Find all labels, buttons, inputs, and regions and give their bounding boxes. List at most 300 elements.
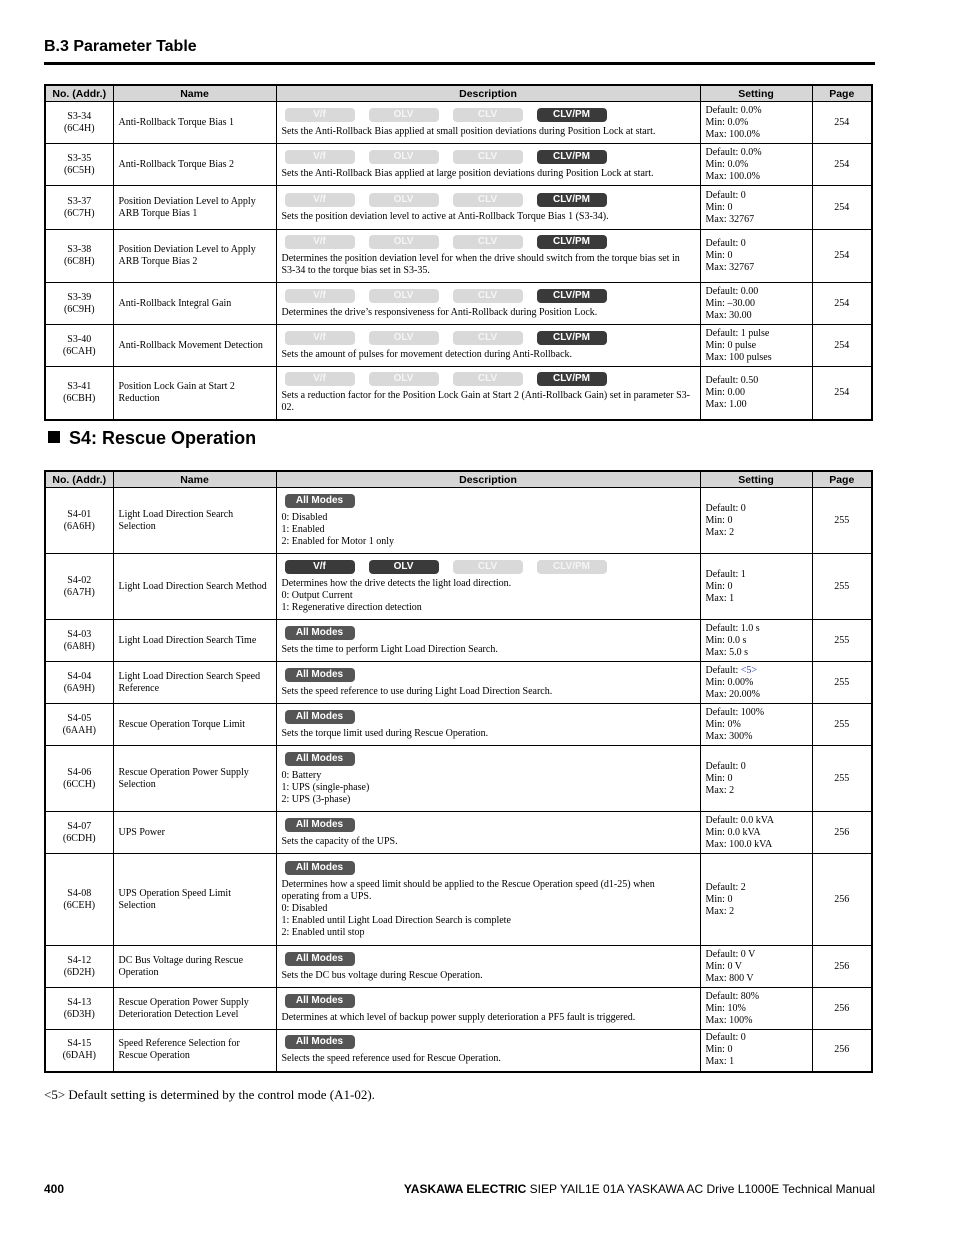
- param-setting-cell: [700, 488, 812, 554]
- setting-text: Min: 0: [705, 1044, 733, 1056]
- setting-line: [706, 310, 807, 322]
- description-line: Sets the time to perform Light Load Direction Search.: [281, 643, 498, 655]
- control-mode-badges: [282, 193, 695, 208]
- setting-line: [706, 689, 807, 701]
- param-number: S4-01: [67, 508, 92, 520]
- param-number-cell: [45, 746, 113, 812]
- setting-line: [706, 569, 807, 581]
- param-description-cell: [276, 554, 700, 620]
- all-modes-badge: All Modes: [285, 710, 355, 724]
- description-line: 0: Disabled: [281, 902, 328, 914]
- param-setting-cell: [700, 102, 812, 144]
- page-ref: 254: [812, 367, 872, 420]
- param-setting-cell: [700, 325, 812, 367]
- square-bullet-icon: [48, 431, 60, 443]
- param-address: (6A6H): [63, 520, 95, 532]
- description-line: Sets the speed reference to use during Light Load Direction Search.: [281, 685, 553, 697]
- col-header-description: Description: [276, 85, 700, 102]
- mode-badge-v-f: V/f: [285, 372, 355, 386]
- description-line: 2: UPS (3-phase): [281, 793, 351, 805]
- mode-badge-clv: CLV: [453, 560, 523, 574]
- footer-brand: YASKAWA ELECTRIC: [403, 1182, 527, 1196]
- setting-text: Max: 32767: [705, 213, 755, 225]
- param-number: S4-15: [67, 1038, 92, 1050]
- description-line: Selects the speed reference used for Rescue Operation.: [281, 1053, 501, 1065]
- param-description-cell: [276, 367, 700, 420]
- setting-text: Min: 0 V: [705, 960, 742, 972]
- setting-text: Max: 1: [705, 1056, 735, 1068]
- description-line: 2: Enabled until stop: [281, 926, 365, 938]
- setting-line: [706, 906, 807, 918]
- table-row: [45, 230, 872, 283]
- setting-text: Default: 80%: [705, 990, 760, 1002]
- setting-line: [706, 202, 807, 214]
- setting-text: Min: 0: [705, 893, 733, 905]
- param-number: S4-08: [67, 887, 92, 899]
- setting-line: [706, 665, 807, 677]
- param-address: (6CAH): [62, 345, 96, 357]
- setting-text: Max: 2: [705, 905, 735, 917]
- param-address: (6CBH): [63, 392, 96, 404]
- mode-badge-v-f: V/f: [285, 193, 355, 207]
- param-number: S3-35: [67, 152, 92, 164]
- setting-line: [706, 647, 807, 659]
- mode-badge-v-f: V/f: [285, 289, 355, 303]
- setting-line: [706, 635, 807, 647]
- setting-line: [706, 731, 807, 743]
- param-description-cell: [276, 325, 700, 367]
- setting-line: [706, 105, 807, 117]
- param-address: (6C5H): [63, 164, 95, 176]
- description-line: Sets the capacity of the UPS.: [281, 835, 398, 847]
- control-mode-badges: [282, 108, 695, 123]
- param-address: (6AAH): [62, 724, 96, 736]
- param-description-cell: [276, 812, 700, 854]
- setting-line: [706, 298, 807, 310]
- param-number: S4-12: [67, 954, 92, 966]
- setting-line: [706, 707, 807, 719]
- setting-line: [706, 961, 807, 973]
- mode-badge-clv-pm: CLV/PM: [537, 560, 607, 574]
- setting-line: [706, 839, 807, 851]
- param-address: (6CEH): [63, 899, 96, 911]
- table-header-row: [45, 471, 872, 488]
- page-ref: 254: [812, 144, 872, 186]
- col-header-setting: Setting: [700, 85, 812, 102]
- footer-manual-title: [404, 1182, 875, 1196]
- description-line: Sets the Anti-Rollback Bias applied at small position deviations during Position Lock at start.: [281, 125, 656, 137]
- setting-text: Default: 0: [705, 189, 746, 201]
- param-name: Speed Reference Selection for Rescue Operation: [113, 1030, 276, 1072]
- param-setting-cell: [700, 704, 812, 746]
- param-name: Anti-Rollback Torque Bias 2: [113, 144, 276, 186]
- setting-line: [706, 159, 807, 171]
- setting-text: Default: 0: [705, 1032, 746, 1044]
- section-title: B.3 Parameter Table: [44, 38, 197, 55]
- setting-line: [706, 1044, 807, 1056]
- param-number-cell: [45, 812, 113, 854]
- param-number: S4-13: [67, 996, 92, 1008]
- setting-text: Max: 5.0 s: [705, 646, 748, 658]
- setting-text: Max: 100 pulses: [705, 351, 772, 363]
- page-ref: 254: [812, 230, 872, 283]
- all-modes-badge: All Modes: [285, 668, 355, 682]
- control-mode-badges: [282, 331, 695, 346]
- param-number-cell: [45, 488, 113, 554]
- param-description-cell: [276, 283, 700, 325]
- param-description-cell: [276, 620, 700, 662]
- param-setting-cell: [700, 746, 812, 812]
- control-mode-badges: [282, 626, 695, 641]
- param-description-cell: [276, 144, 700, 186]
- param-setting-cell: [700, 367, 812, 420]
- setting-line: [706, 527, 807, 539]
- param-setting-cell: [700, 854, 812, 946]
- control-mode-badges: [282, 1035, 695, 1050]
- param-description-cell: [276, 1030, 700, 1072]
- mode-badge-clv-pm: CLV/PM: [537, 108, 607, 122]
- table-row: [45, 367, 872, 420]
- param-name: Rescue Operation Power Supply Selection: [113, 746, 276, 812]
- setting-text: Min: 10%: [705, 1002, 746, 1014]
- setting-text: Min: 0.0 kVA: [705, 826, 761, 838]
- mode-badge-clv: CLV: [453, 108, 523, 122]
- setting-line: [706, 147, 807, 159]
- setting-text: Default: 0.0%: [705, 104, 762, 116]
- col-header-page: Page: [812, 471, 872, 488]
- setting-text: Min: 0.00: [705, 386, 745, 398]
- param-address: (6C7H): [63, 207, 95, 219]
- param-address: (6A7H): [63, 586, 95, 598]
- table-row: [45, 662, 872, 704]
- description-line: Determines the position deviation level for when the drive should switch from the torque bias set in S3-34 to the torque bias set in S3-35.: [281, 253, 680, 276]
- table-row: [45, 325, 872, 367]
- param-name: Light Load Direction Search Time: [113, 620, 276, 662]
- setting-text: Max: 2: [705, 784, 735, 796]
- mode-badge-v-f: V/f: [285, 560, 355, 574]
- footnote: <5> Default setting is determined by the control mode (A1-02).: [44, 1087, 375, 1102]
- setting-line: [706, 214, 807, 226]
- table-row: [45, 854, 872, 946]
- all-modes-badge: All Modes: [285, 861, 355, 875]
- setting-line: [706, 250, 807, 262]
- setting-text: Min: 0: [705, 580, 733, 592]
- all-modes-badge: All Modes: [285, 952, 355, 966]
- param-number-cell: [45, 946, 113, 988]
- control-mode-badges: [282, 289, 695, 304]
- param-address: (6CCH): [63, 778, 96, 790]
- param-description-cell: [276, 230, 700, 283]
- param-number-cell: [45, 620, 113, 662]
- param-name: Rescue Operation Torque Limit: [113, 704, 276, 746]
- description-line: Sets the position deviation level to active at Anti-Rollback Torque Bias 1 (S3-34).: [281, 210, 609, 222]
- param-name: UPS Power: [113, 812, 276, 854]
- param-setting-cell: [700, 812, 812, 854]
- param-name: Anti-Rollback Movement Detection: [113, 325, 276, 367]
- mode-badge-olv: OLV: [369, 193, 439, 207]
- parameter-table-s3: [44, 84, 873, 421]
- setting-text: Default: 0: [705, 238, 746, 249]
- page-ref: 254: [812, 102, 872, 144]
- setting-text: Min: 0: [705, 250, 733, 261]
- setting-text: Max: 800 V: [705, 972, 754, 984]
- setting-text: Min: –30.00: [705, 297, 755, 309]
- s4-heading-text: S4: Rescue Operation: [69, 428, 257, 448]
- setting-line: [706, 581, 807, 593]
- setting-line: [706, 117, 807, 129]
- param-description-cell: [276, 186, 700, 230]
- setting-line: [706, 882, 807, 894]
- param-setting-cell: [700, 620, 812, 662]
- setting-line: [706, 1003, 807, 1015]
- control-mode-badges: [282, 952, 695, 967]
- control-mode-badges: [282, 752, 695, 767]
- setting-line: [706, 399, 807, 411]
- control-mode-badges: [282, 861, 695, 876]
- description-line: Sets the DC bus voltage during Rescue Operation.: [281, 969, 483, 981]
- section-header: [44, 36, 875, 65]
- page-ref: 255: [812, 662, 872, 704]
- param-number-cell: [45, 283, 113, 325]
- page-footer: [44, 1182, 875, 1198]
- param-number-cell: [45, 554, 113, 620]
- param-address: (6DAH): [62, 1050, 96, 1062]
- control-mode-badges: [282, 710, 695, 725]
- param-name: Light Load Direction Search Speed Reference: [113, 662, 276, 704]
- table-row: [45, 946, 872, 988]
- setting-text: Default: 1: [705, 568, 746, 580]
- setting-text: Max: 2: [705, 526, 735, 538]
- setting-line: [706, 238, 807, 250]
- setting-text: Max: 100%: [705, 1014, 753, 1026]
- table-row: [45, 102, 872, 144]
- all-modes-badge: All Modes: [285, 994, 355, 1008]
- param-address: (6C8H): [63, 256, 95, 267]
- table-row: [45, 812, 872, 854]
- param-number-cell: [45, 102, 113, 144]
- mode-badge-clv: CLV: [453, 372, 523, 386]
- param-address: (6A8H): [63, 640, 95, 652]
- description-line: Determines the drive’s responsiveness for Anti-Rollback during Position Lock.: [281, 306, 598, 318]
- param-description-cell: [276, 102, 700, 144]
- mode-badge-v-f: V/f: [285, 331, 355, 345]
- setting-text: Min: 0: [705, 772, 733, 784]
- param-number: S3-40: [67, 333, 92, 345]
- s4-heading: [48, 428, 256, 449]
- param-name: DC Bus Voltage during Rescue Operation: [113, 946, 276, 988]
- description-line: 0: Output Current: [281, 589, 353, 601]
- table-row: [45, 488, 872, 554]
- param-description-cell: [276, 704, 700, 746]
- setting-text: Default: 0: [705, 760, 746, 772]
- table-row: [45, 620, 872, 662]
- setting-line: [706, 894, 807, 906]
- param-description-cell: [276, 946, 700, 988]
- description-line: Sets the torque limit used during Rescue Operation.: [281, 727, 489, 739]
- control-mode-badges: [282, 994, 695, 1009]
- setting-text: Default: 0.0%: [705, 146, 762, 158]
- param-number-cell: [45, 1030, 113, 1072]
- param-description-cell: [276, 488, 700, 554]
- table-row: [45, 1030, 872, 1072]
- setting-line: [706, 387, 807, 399]
- setting-text: Max: 300%: [705, 730, 753, 742]
- setting-text: Default:: [705, 664, 741, 676]
- mode-badge-clv-pm: CLV/PM: [537, 372, 607, 386]
- setting-text: Default: 2: [705, 881, 746, 893]
- param-name: Light Load Direction Search Selection: [113, 488, 276, 554]
- setting-text: Default: 0 V: [705, 948, 756, 960]
- param-setting-cell: [700, 988, 812, 1030]
- param-number: S3-37: [67, 195, 92, 207]
- param-name: Anti-Rollback Integral Gain: [113, 283, 276, 325]
- setting-line: [706, 761, 807, 773]
- param-name: Anti-Rollback Torque Bias 1: [113, 102, 276, 144]
- setting-text: Default: 0.00: [705, 285, 759, 297]
- mode-badge-olv: OLV: [369, 289, 439, 303]
- all-modes-badge: All Modes: [285, 1035, 355, 1049]
- mode-badge-clv-pm: CLV/PM: [537, 289, 607, 303]
- control-mode-badges: [282, 150, 695, 165]
- all-modes-badge: All Modes: [285, 494, 355, 508]
- setting-text: Default: 1.0 s: [705, 622, 760, 634]
- mode-badge-olv: OLV: [369, 331, 439, 345]
- param-setting-cell: [700, 283, 812, 325]
- control-mode-badges: [282, 494, 695, 509]
- param-setting-cell: [700, 230, 812, 283]
- setting-line: [706, 623, 807, 635]
- setting-text: Max: 100.0%: [705, 170, 760, 182]
- control-mode-badges: [282, 235, 695, 250]
- col-header-no: No. (Addr.): [45, 471, 113, 488]
- mode-badge-v-f: V/f: [285, 108, 355, 122]
- setting-line: [706, 171, 807, 183]
- description-line: 0: Disabled: [281, 511, 328, 523]
- page-ref: 256: [812, 812, 872, 854]
- param-name: UPS Operation Speed Limit Selection: [113, 854, 276, 946]
- setting-line: [706, 949, 807, 961]
- setting-text: Max: 100.0 kVA: [705, 838, 773, 850]
- param-number-cell: [45, 662, 113, 704]
- mode-badge-clv: CLV: [453, 150, 523, 164]
- param-name: Position Lock Gain at Start 2 Reduction: [113, 367, 276, 420]
- mode-badge-clv-pm: CLV/PM: [537, 331, 607, 345]
- page-ref: 254: [812, 186, 872, 230]
- setting-line: [706, 503, 807, 515]
- page-ref: 255: [812, 704, 872, 746]
- setting-line: [706, 352, 807, 364]
- setting-text: Default: 1 pulse: [705, 327, 770, 339]
- description-line: Determines how the drive detects the light load direction.: [281, 577, 512, 589]
- param-number: S4-04: [67, 670, 92, 682]
- mode-badge-olv: OLV: [369, 372, 439, 386]
- param-number-cell: [45, 144, 113, 186]
- setting-text: Min: 0: [705, 514, 733, 526]
- col-header-name: Name: [113, 471, 276, 488]
- table-header-row: [45, 85, 872, 102]
- param-number-cell: [45, 704, 113, 746]
- page-number: 400: [44, 1182, 65, 1196]
- description-line: Sets a reduction factor for the Position Lock Gain at Start 2 (Anti-Rollback Gain) set in parameter S3-02.: [281, 389, 691, 413]
- setting-line: [706, 286, 807, 298]
- page-ref: 254: [812, 283, 872, 325]
- setting-line: [706, 1056, 807, 1068]
- param-number: S3-41: [67, 380, 92, 392]
- page-ref: 255: [812, 620, 872, 662]
- param-name: Position Deviation Level to Apply ARB Torque Bias 1: [113, 186, 276, 230]
- setting-text: Min: 0.0%: [705, 116, 749, 128]
- mode-badge-v-f: V/f: [285, 150, 355, 164]
- param-setting-cell: [700, 554, 812, 620]
- setting-text: Default: 0: [705, 502, 746, 514]
- param-setting-cell: [700, 662, 812, 704]
- param-number-cell: [45, 988, 113, 1030]
- setting-text: Max: 30.00: [705, 309, 752, 321]
- table-row: [45, 283, 872, 325]
- page-ref: 255: [812, 746, 872, 812]
- param-number: S4-02: [67, 574, 92, 586]
- param-setting-cell: [700, 946, 812, 988]
- all-modes-badge: All Modes: [285, 626, 355, 640]
- mode-badge-olv: OLV: [369, 150, 439, 164]
- col-header-name: Name: [113, 85, 276, 102]
- param-setting-cell: [700, 144, 812, 186]
- mode-badge-clv: CLV: [453, 331, 523, 345]
- setting-line: [706, 190, 807, 202]
- param-number-cell: [45, 230, 113, 283]
- mode-badge-olv: OLV: [369, 235, 439, 249]
- setting-line: [706, 262, 807, 274]
- setting-text: Min: 0: [705, 201, 733, 213]
- setting-line: [706, 973, 807, 985]
- description-line: 1: UPS (single-phase): [281, 781, 370, 793]
- setting-line: [706, 375, 807, 387]
- page-ref: 255: [812, 488, 872, 554]
- param-name: Rescue Operation Power Supply Deterioration Detection Level: [113, 988, 276, 1030]
- table-row: [45, 554, 872, 620]
- param-description-cell: [276, 746, 700, 812]
- setting-text: Default: 100%: [705, 706, 765, 718]
- table-row: [45, 186, 872, 230]
- param-address: (6A9H): [63, 682, 95, 694]
- setting-line: [706, 827, 807, 839]
- control-mode-badges: [282, 818, 695, 833]
- param-number: S4-07: [67, 820, 92, 832]
- setting-text: Max: 1.00: [705, 398, 747, 410]
- parameter-table-s4: [44, 470, 873, 1073]
- setting-line: [706, 593, 807, 605]
- setting-line: [706, 328, 807, 340]
- param-address: (6D3H): [63, 1008, 95, 1020]
- setting-text: Min: 0.0%: [705, 158, 749, 170]
- description-line: Determines how a speed limit should be applied to the Rescue Operation speed (d1-25) when operating from a UPS.: [281, 878, 655, 902]
- setting-line: [706, 129, 807, 141]
- setting-line: [706, 719, 807, 731]
- param-number: S4-05: [67, 712, 92, 724]
- param-address: (6C4H): [63, 122, 95, 134]
- setting-text: Default: 0.0 kVA: [705, 814, 774, 826]
- mode-badge-olv: OLV: [369, 108, 439, 122]
- col-header-no: No. (Addr.): [45, 85, 113, 102]
- setting-text: Default: 0.50: [705, 374, 759, 386]
- col-header-setting: Setting: [700, 471, 812, 488]
- description-line: 1: Regenerative direction detection: [281, 601, 422, 613]
- param-address: (6C9H): [63, 303, 95, 315]
- setting-line: [706, 1032, 807, 1044]
- table-row: [45, 144, 872, 186]
- description-line: Determines at which level of backup power supply deterioration a PF5 fault is triggered.: [281, 1011, 636, 1023]
- param-number-cell: [45, 367, 113, 420]
